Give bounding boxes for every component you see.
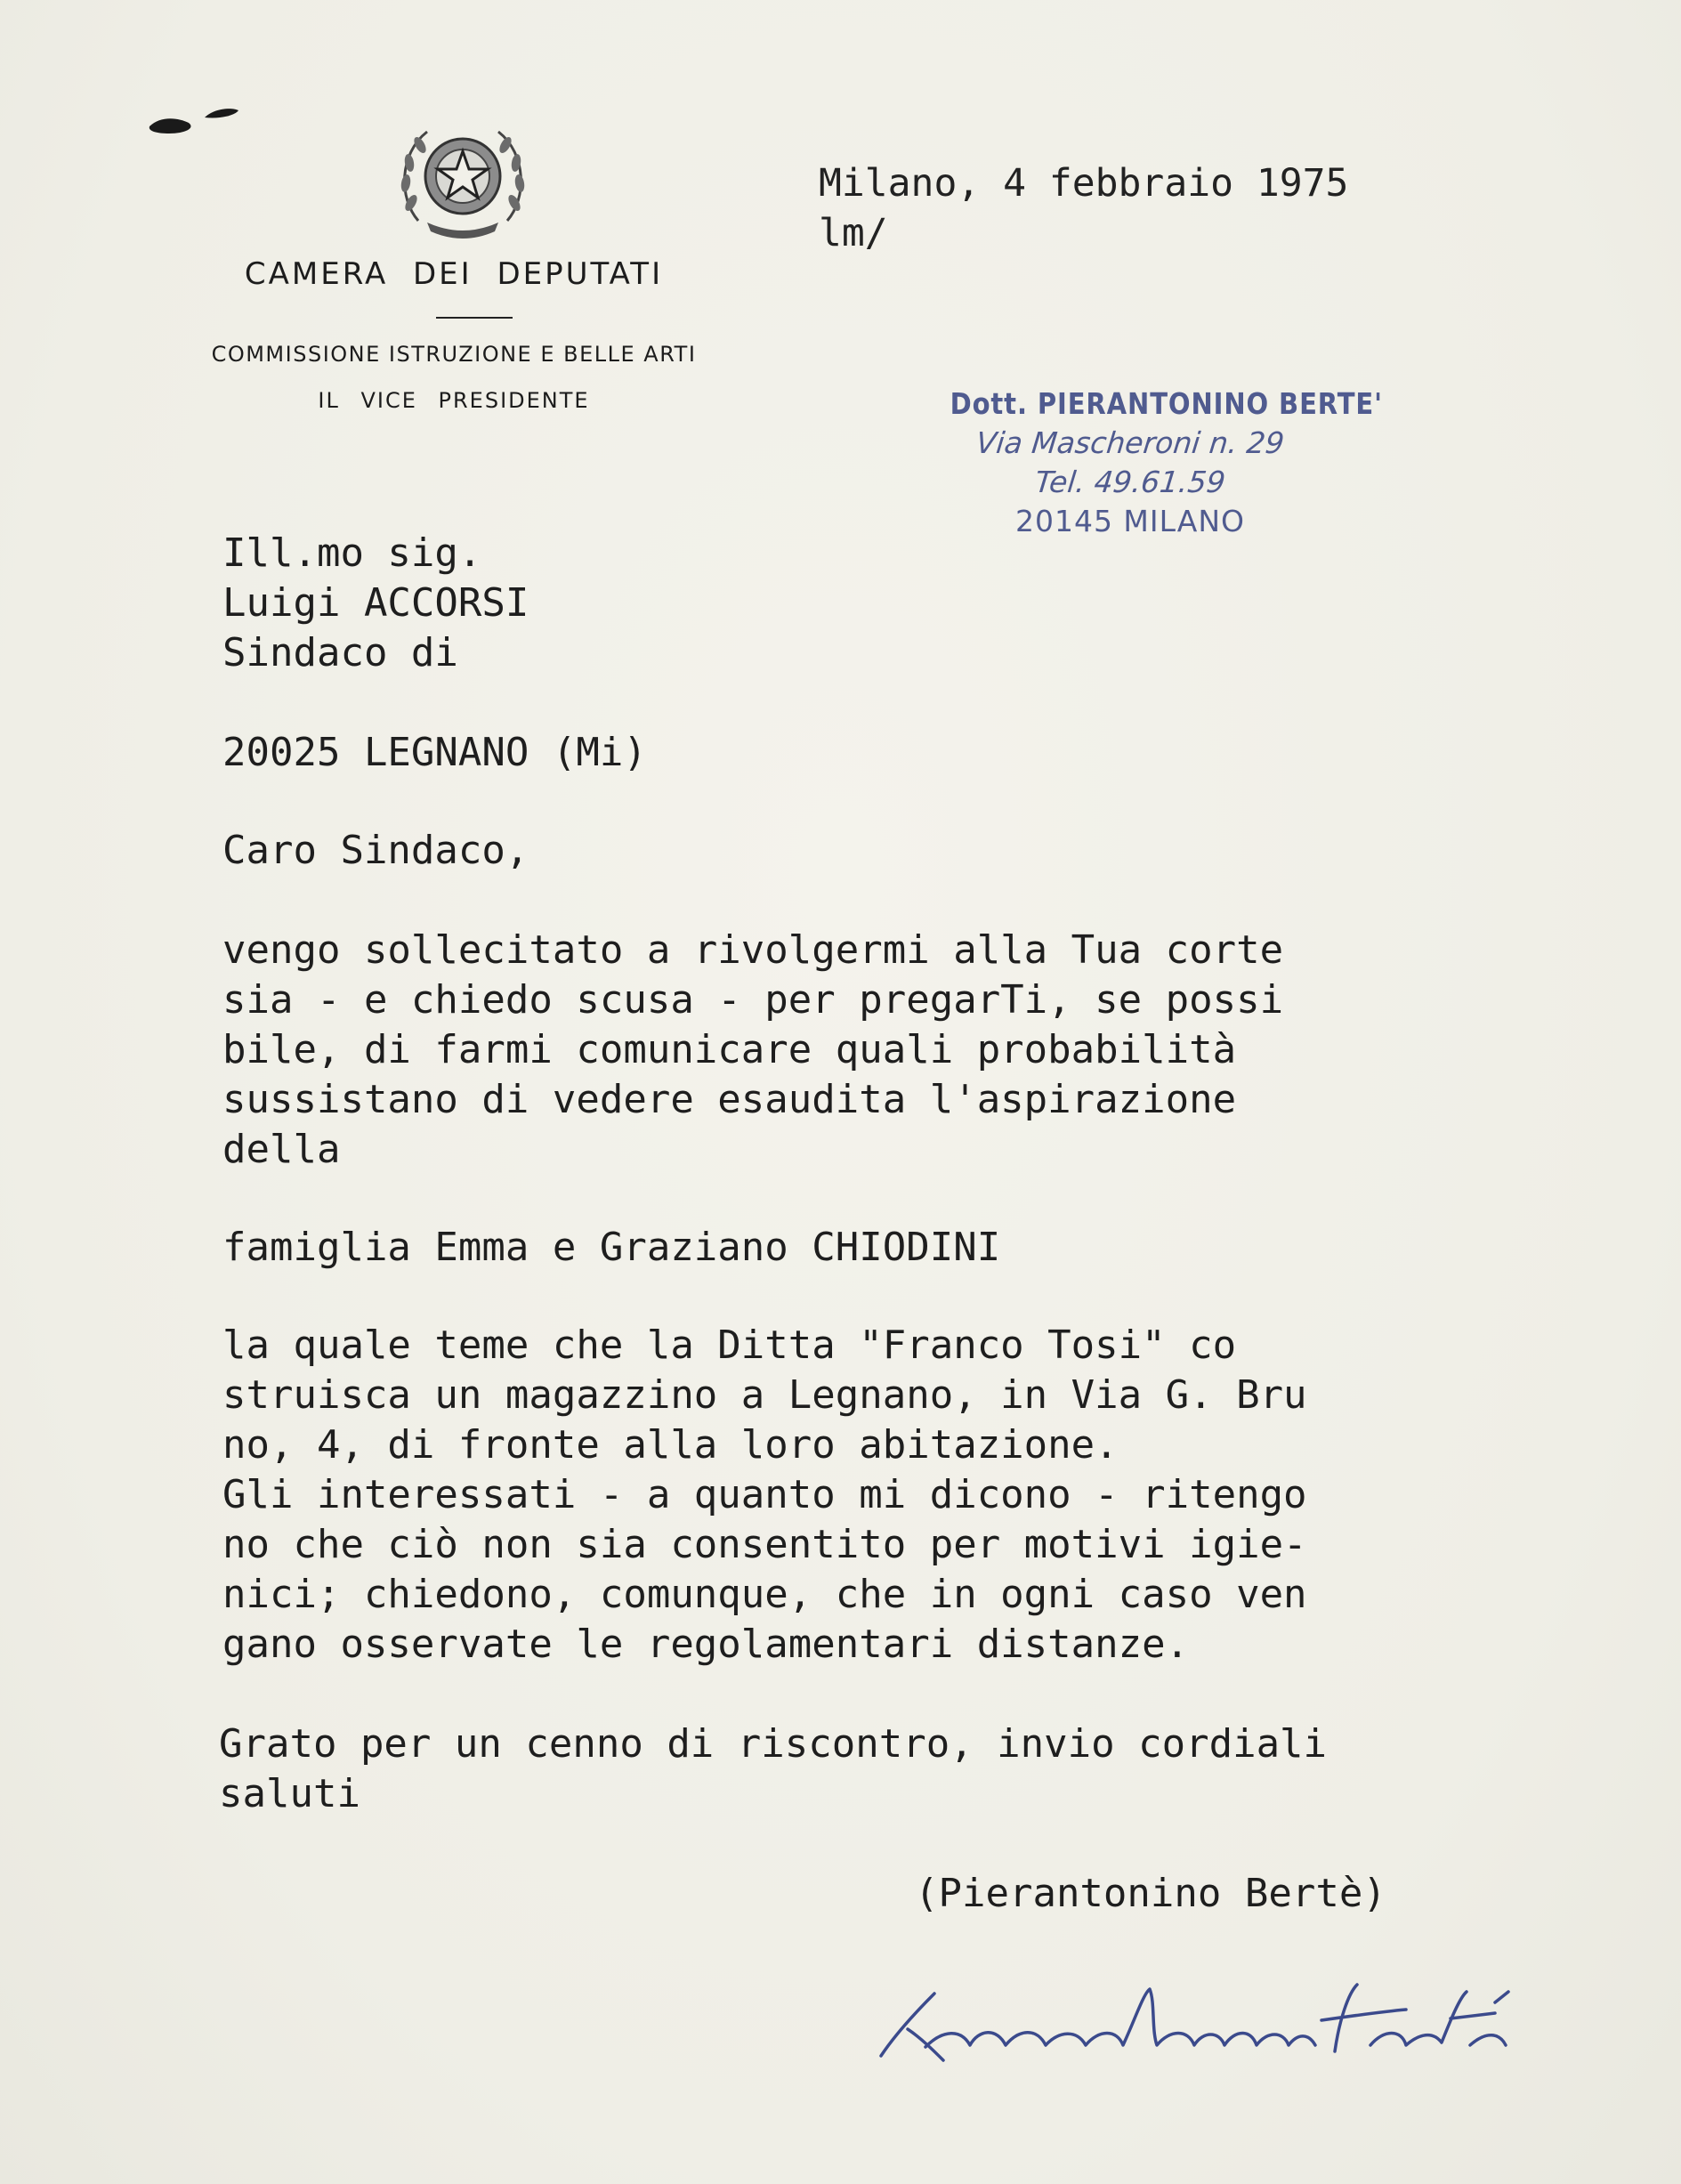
recipient-role: Sindaco di (222, 630, 458, 675)
letterhead-divider (436, 317, 513, 319)
date-block (819, 158, 1348, 258)
text-line: Gli interessati - a quanto mi dicono - ritengo (222, 1472, 1307, 1517)
text-line: no che ciò non sia consentito per motivi igie- (222, 1522, 1307, 1567)
text-line: struisca un magazzino a Legnano, in Via G. Bru (222, 1372, 1307, 1418)
stamp-name: Dott. PIERANTONINO BERTE' (950, 386, 1383, 421)
text-line: la quale teme che la Ditta "Franco Tosi" co (222, 1323, 1237, 1368)
address-stamp (925, 384, 1383, 541)
text-line: nici; chiedono, comunque, che in ogni caso ven (222, 1572, 1307, 1617)
text-line: Grato per un cenno di riscontro, invio cordiali (219, 1721, 1328, 1767)
institution-name: CAMERA DEI DEPUTATI (244, 256, 664, 292)
recipient-block (222, 529, 529, 678)
paragraph-two (222, 1321, 1307, 1670)
italian-republic-emblem-icon (392, 114, 534, 247)
recipient-title: Ill.mo sig. (222, 530, 482, 576)
closing-paragraph (219, 1719, 1327, 1819)
text-line: vengo sollecitato a rivolgermi alla Tua corte (222, 927, 1284, 973)
text-line: no, 4, di fronte alla loro abitazione. (222, 1422, 1119, 1468)
recipient-name: Luigi ACCORSI (222, 580, 529, 626)
commission-name: COMMISSIONE ISTRUZIONE E BELLE ARTI (211, 342, 697, 367)
stamp-address: Via Mascheroni n. 29 (974, 425, 1287, 460)
ink-blot-mark (142, 98, 249, 142)
stamp-phone: Tel. 49.61.59 (1033, 465, 1227, 499)
typed-signature: (Pierantonino Bertè) (915, 1871, 1386, 1916)
stamp-city: 20145 MILANO (1014, 504, 1246, 538)
paragraph-one (222, 926, 1283, 1175)
text-line: bile, di farmi comunicare quali probabilità (222, 1027, 1237, 1072)
handwritten-signature-icon (872, 1967, 1548, 2074)
salutation: Caro Sindaco, (222, 828, 529, 873)
recipient-city: 20025 LEGNANO (Mi) (222, 730, 647, 775)
text-line: della (222, 1127, 341, 1172)
text-line: sia - e chiedo scusa - per pregarTi, se possi (222, 977, 1284, 1023)
role-title: IL VICE PRESIDENTE (318, 388, 590, 413)
family-line: famiglia Emma e Graziano CHIODINI (222, 1225, 1001, 1270)
text-line: sussistano di vedere esaudita l'aspirazione (222, 1077, 1237, 1122)
text-line: saluti (219, 1771, 360, 1816)
text-line: gano osservate le regolamentari distanze. (222, 1622, 1190, 1667)
date-line: Milano, 4 febbraio 1975 (819, 161, 1349, 206)
reference-initials: lm/ (819, 211, 888, 255)
